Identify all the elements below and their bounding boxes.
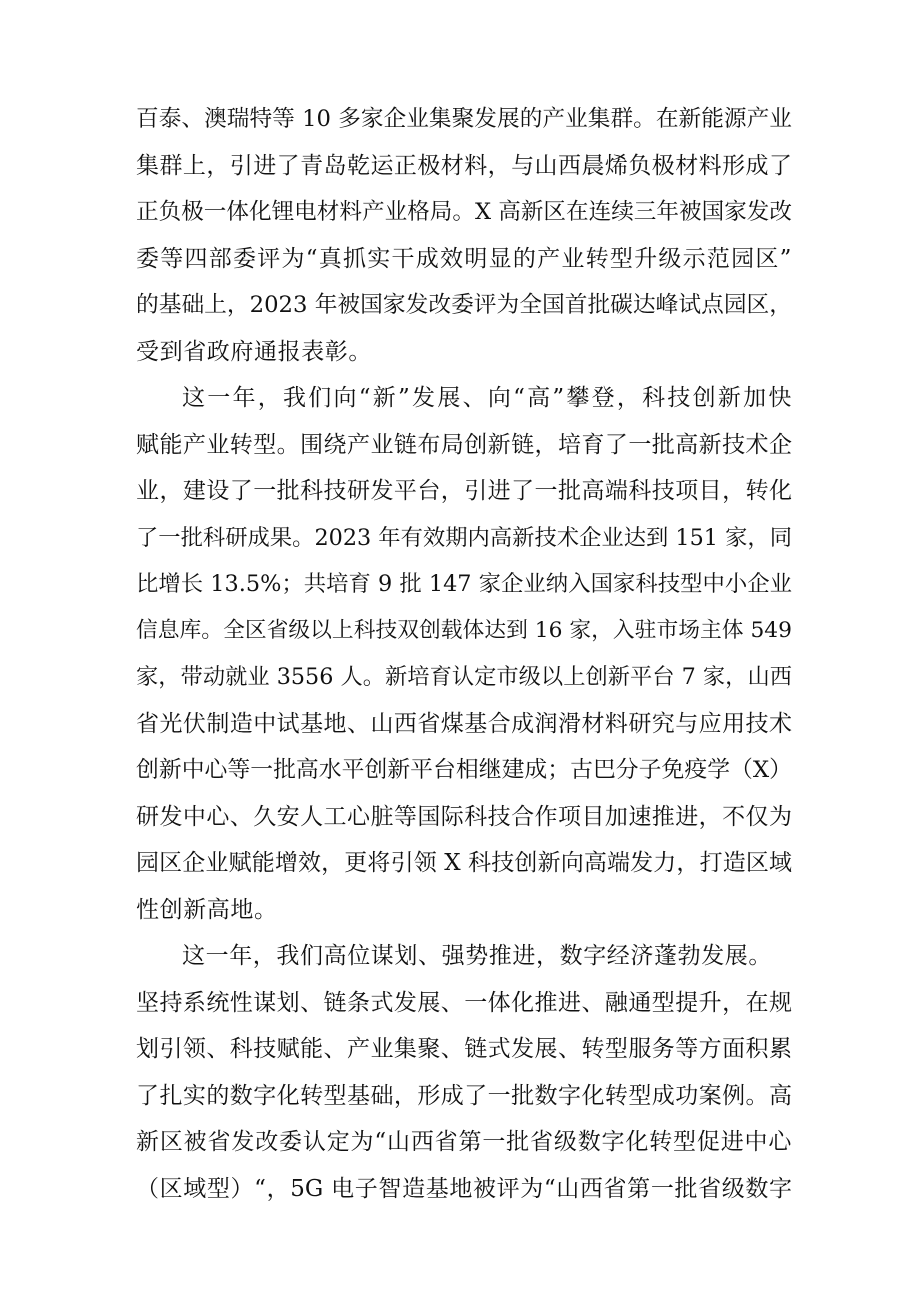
text-line: 这一年，我们高位谋划、强势推进，数字经济蓬勃发展。 — [182, 943, 772, 969]
text-line: 业，建设了一批科技研发平台，引进了一批高端科技项目，转化 — [136, 478, 792, 504]
text-line: 了一批科研成果。2023 年有效期内高新技术企业达到 151 家，同 — [136, 524, 792, 551]
text-line: 省光伏制造中试基地、山西省煤基合成润滑材料研究与应用技术 — [136, 710, 792, 737]
text-line: 的基础上，2023 年被国家发改委评为全国首批碳达峰试点园区， — [136, 292, 792, 318]
text-line: 比增长 13.5%；共培育 9 批 147 家企业纳入国家科技型中小企业 — [136, 571, 792, 597]
text-line: 研发中心、久安人工心脏等国际科技合作项目加速推进，不仅为 — [136, 803, 792, 830]
text-line: （区域型）“，5G 电子智造基地被评为“山西省第一批省级数字 — [136, 1175, 792, 1202]
text-line: 坚持系统性谋划、链条式发展、一体化推进、融通型提升，在规 — [136, 989, 792, 1016]
text-line: 信息库。全区省级以上科技双创载体达到 16 家，入驻市场主体 549 — [136, 617, 792, 643]
text-line: 赋能产业转型。围绕产业链布局创新链，培育了一批高新技术企 — [136, 431, 792, 458]
text-line: 新区被省发改委认定为“山西省第一批省级数字化转型促进中心 — [136, 1129, 792, 1155]
text-line: 受到省政府通报表彰。 — [136, 338, 372, 365]
text-line: 集群上，引进了青岛乾运正极材料，与山西晨烯负极材料形成了 — [136, 152, 792, 179]
text-line: 这一年，我们向“新”发展、向“高”攀登，科技创新加快 — [182, 385, 792, 411]
body-text — [136, 96, 792, 1212]
text-line: 创新中心等一批高水平创新平台相继建成；古巴分子免疫学（X） — [136, 757, 792, 783]
text-line: 正负极一体化锂电材料产业格局。X 高新区在连续三年被国家发改 — [136, 199, 792, 225]
text-line: 园区企业赋能增效，更将引领 X 科技创新向高端发力，打造区域 — [136, 850, 792, 876]
text-line: 划引领、科技赋能、产业集聚、链式发展、转型服务等方面积累 — [136, 1036, 792, 1062]
text-line: 百泰、澳瑞特等 10 多家企业集聚发展的产业集群。在新能源产业 — [136, 106, 792, 132]
text-line: 了扎实的数字化转型基础，形成了一批数字化转型成功案例。高 — [136, 1082, 792, 1109]
text-line: 性创新高地。 — [136, 896, 278, 923]
text-line: 家，带动就业 3556 人。新培育认定市级以上创新平台 7 家，山西 — [136, 664, 792, 690]
text-line: 委等四部委评为“真抓实干成效明显的产业转型升级示范园区” — [136, 245, 792, 272]
